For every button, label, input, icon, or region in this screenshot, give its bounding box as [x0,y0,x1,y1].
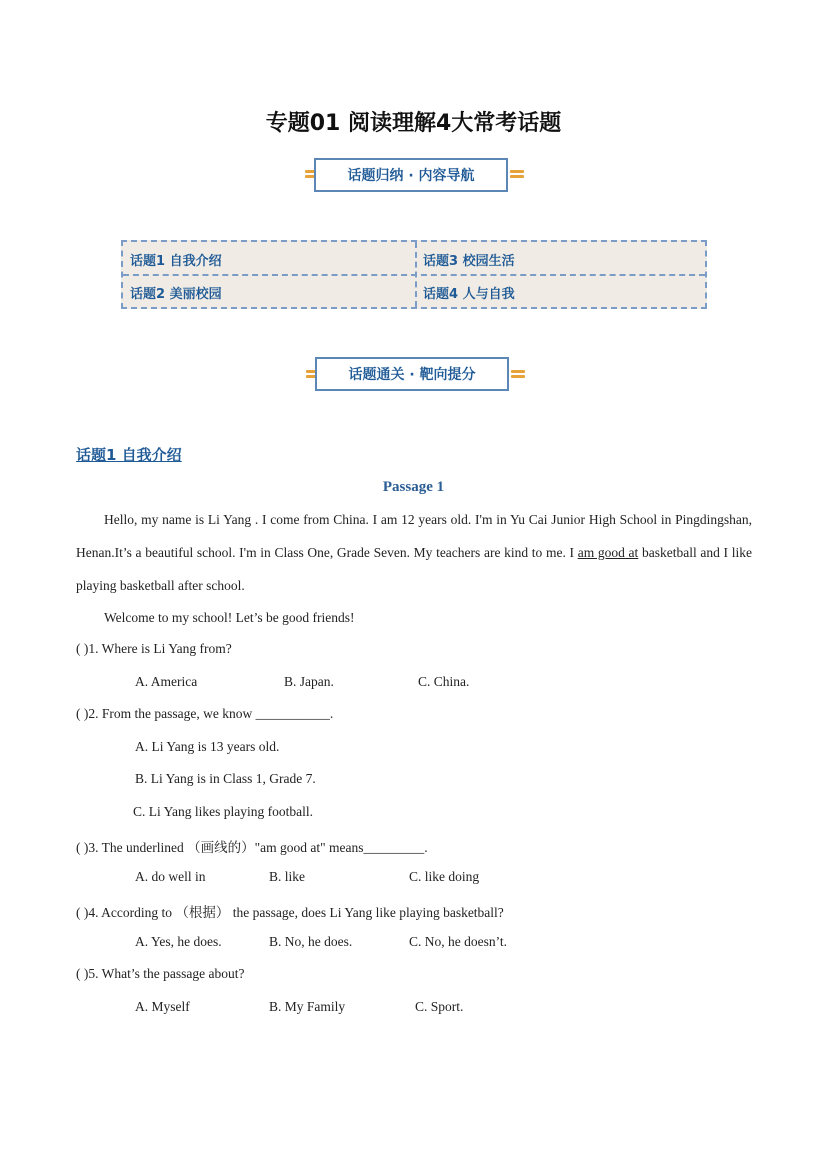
underlined-phrase: am good at [577,545,639,560]
question-stem: ( )2. From the passage, we know ___________. [76,706,334,721]
topic-cell-3[interactable]: 话题3 校园生活 [423,254,515,269]
answer-option[interactable]: C. Sport. [415,999,464,1014]
banner-topic-navigation [314,158,508,192]
answer-option[interactable]: A. America [135,674,198,689]
question-stem: ( )1. Where is Li Yang from? [76,641,232,656]
answer-option[interactable]: B. Li Yang is in Class 1, Grade 7. [135,771,316,786]
topic-cell-1[interactable]: 话题1 自我介绍 [130,254,222,269]
answer-option[interactable]: A. Li Yang is 13 years old. [135,739,280,754]
banner-label: 话题通关 · 靶向提分 [348,367,476,383]
paragraph-text: Welcome to my school! Let’s be good friends! [104,610,355,625]
paragraph-text: Hello, my name is Li Yang . I come from China. I am 12 years old. I'm in Yu Cai Junior High School in Pingdingshan, Henan.It’s a beautiful school. I'm in Class One, Grade Seven. My teachers are kind to me. I [76,512,752,560]
question-stem: ( )3. The underlined （画线的）"am good at" means_________. [76,840,428,855]
topic-grid [121,240,707,309]
answer-option[interactable]: B. like [269,869,305,884]
topic-cell-4[interactable]: 话题4 人与自我 [423,287,515,302]
banner-right-decoration-icon [510,168,524,180]
answer-option[interactable]: B. My Family [269,999,346,1014]
page-title: 专题01 阅读理解4大常考话题 [265,111,562,136]
answer-option[interactable]: B. Japan. [284,674,334,689]
section-heading: 话题1 自我介绍 [76,446,182,464]
answer-option[interactable]: A. do well in [135,869,206,884]
passage-paragraph [76,503,752,602]
answer-option[interactable]: C. like doing [409,869,480,884]
paragraph-text: basketball and I like playing basketball after school. [76,545,752,593]
answer-option[interactable]: C. China. [418,674,470,689]
passage-paragraph [76,601,752,634]
answer-option[interactable]: A. Myself [135,999,190,1014]
answer-option[interactable]: B. No, he does. [269,934,353,949]
banner-practice [315,357,509,391]
answer-option[interactable]: C. No, he doesn’t. [409,934,507,949]
answer-option[interactable]: C. Li Yang likes playing football. [133,804,313,819]
banner-label: 话题归纳 · 内容导航 [347,168,475,184]
question-stem: ( )4. According to （根据） the passage, does Li Yang like playing basketball? [76,905,504,920]
answer-option[interactable]: A. Yes, he does. [135,934,222,949]
banner-right-decoration-icon [511,368,525,380]
topic-cell-2[interactable]: 话题2 美丽校园 [130,287,222,302]
grid-divider-horizontal [123,274,705,276]
passage-title: Passage 1 [382,479,445,495]
question-stem: ( )5. What’s the passage about? [76,966,245,981]
